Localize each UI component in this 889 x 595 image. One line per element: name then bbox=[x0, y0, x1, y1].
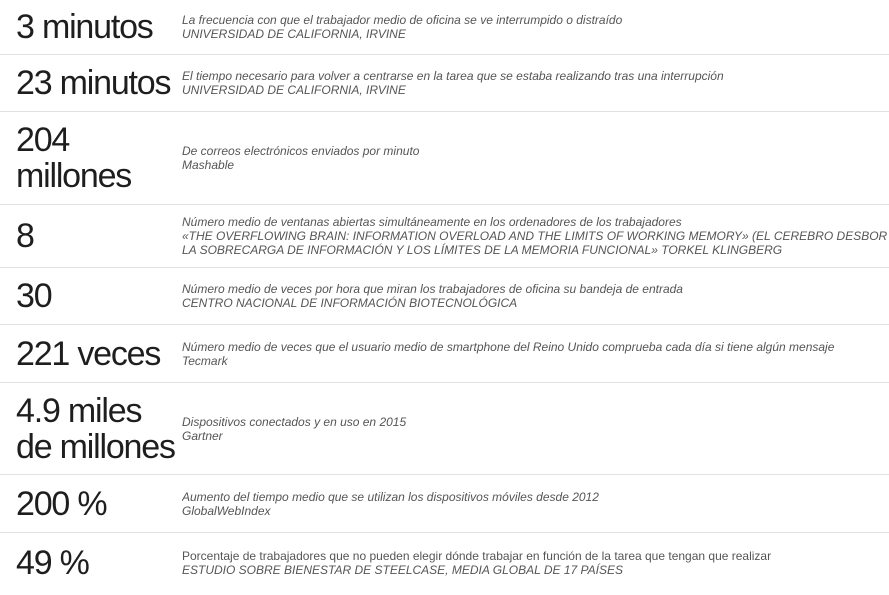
stat-source: LA SOBRECARGA DE INFORMACIÓN Y LOS LÍMITES DE LA MEMORIA FUNCIONAL» TORKEL KLINGBERG bbox=[182, 243, 783, 257]
stat-description-block bbox=[182, 490, 889, 518]
stat-value bbox=[0, 122, 182, 194]
stat-description: La frecuencia con que el trabajador medio de oficina se ve interrumpido o distraído bbox=[182, 13, 623, 27]
stat-value: 30 bbox=[16, 277, 52, 315]
stat-row bbox=[0, 0, 889, 55]
stat-source: «THE OVERFLOWING BRAIN: INFORMATION OVERLOAD AND THE LIMITS OF WORKING MEMORY» (EL CEREBRO DESBOR bbox=[182, 229, 888, 243]
stat-source: UNIVERSIDAD DE CALIFORNIA, IRVINE bbox=[182, 83, 406, 97]
stat-description-block bbox=[182, 144, 889, 172]
stat-description-block bbox=[182, 415, 889, 443]
stat-row bbox=[0, 205, 889, 268]
stat-description: Aumento del tiempo medio que se utilizan los dispositivos móviles desde 2012 bbox=[182, 489, 599, 504]
stat-row bbox=[0, 533, 889, 593]
stat-value-line: 4.9 miles bbox=[16, 391, 142, 430]
stat-source: Mashable bbox=[182, 158, 235, 172]
stat-description-block bbox=[182, 340, 889, 368]
stat-value-line: de millones bbox=[16, 427, 175, 466]
stat-value-line: millones bbox=[16, 157, 132, 195]
stat-value: 23 minutos bbox=[16, 64, 171, 102]
stat-description-block bbox=[182, 282, 889, 310]
stat-source: ESTUDIO SOBRE BIENESTAR DE STEELCASE, MEDIA GLOBAL DE 17 PAÍSES bbox=[182, 563, 624, 577]
stat-row bbox=[0, 268, 889, 325]
stat-source: UNIVERSIDAD DE CALIFORNIA, IRVINE bbox=[182, 27, 406, 41]
stat-source: Gartner bbox=[182, 428, 223, 443]
stat-source: CENTRO NACIONAL DE INFORMACIÓN BIOTECNOLÓGICA bbox=[182, 296, 518, 310]
stat-description: Porcentaje de trabajadores que no pueden elegir dónde trabajar en función de la tarea que tengan que realizar bbox=[182, 549, 772, 563]
stat-value: 200 % bbox=[16, 484, 107, 523]
stat-row bbox=[0, 55, 889, 112]
stat-value: 221 veces bbox=[16, 334, 161, 373]
stat-description: De correos electrónicos enviados por minuto bbox=[182, 144, 420, 158]
stat-description: Dispositivos conectados y en uso en 2015 bbox=[182, 414, 407, 429]
stat-description-block bbox=[182, 69, 889, 97]
stat-description-block bbox=[182, 549, 889, 577]
stat-description-block bbox=[182, 215, 889, 257]
stat-row bbox=[0, 475, 889, 533]
stat-value: 3 minutos bbox=[16, 8, 153, 46]
stat-row bbox=[0, 112, 889, 205]
stat-source: Tecmark bbox=[182, 353, 228, 368]
stat-description: Número medio de ventanas abiertas simultáneamente en los ordenadores de los trabajadores bbox=[182, 215, 682, 229]
stat-row bbox=[0, 383, 889, 475]
stat-description-block bbox=[182, 13, 889, 41]
stat-value-line: 204 bbox=[16, 121, 70, 159]
stat-description: Número medio de veces que el usuario medio de smartphone del Reino Unido comprueba cada día si tiene algún mensaje bbox=[182, 339, 835, 354]
stat-value: 8 bbox=[16, 217, 34, 255]
stat-value: 49 % bbox=[16, 544, 89, 582]
stat-value bbox=[0, 393, 182, 465]
stat-row bbox=[0, 325, 889, 383]
stat-source: GlobalWebIndex bbox=[182, 503, 271, 518]
stat-description: El tiempo necesario para volver a centrarse en la tarea que se estaba realizando tras una interrupción bbox=[182, 69, 724, 83]
stat-description: Número medio de veces por hora que miran los trabajadores de oficina su bandeja de entrada bbox=[182, 282, 683, 296]
